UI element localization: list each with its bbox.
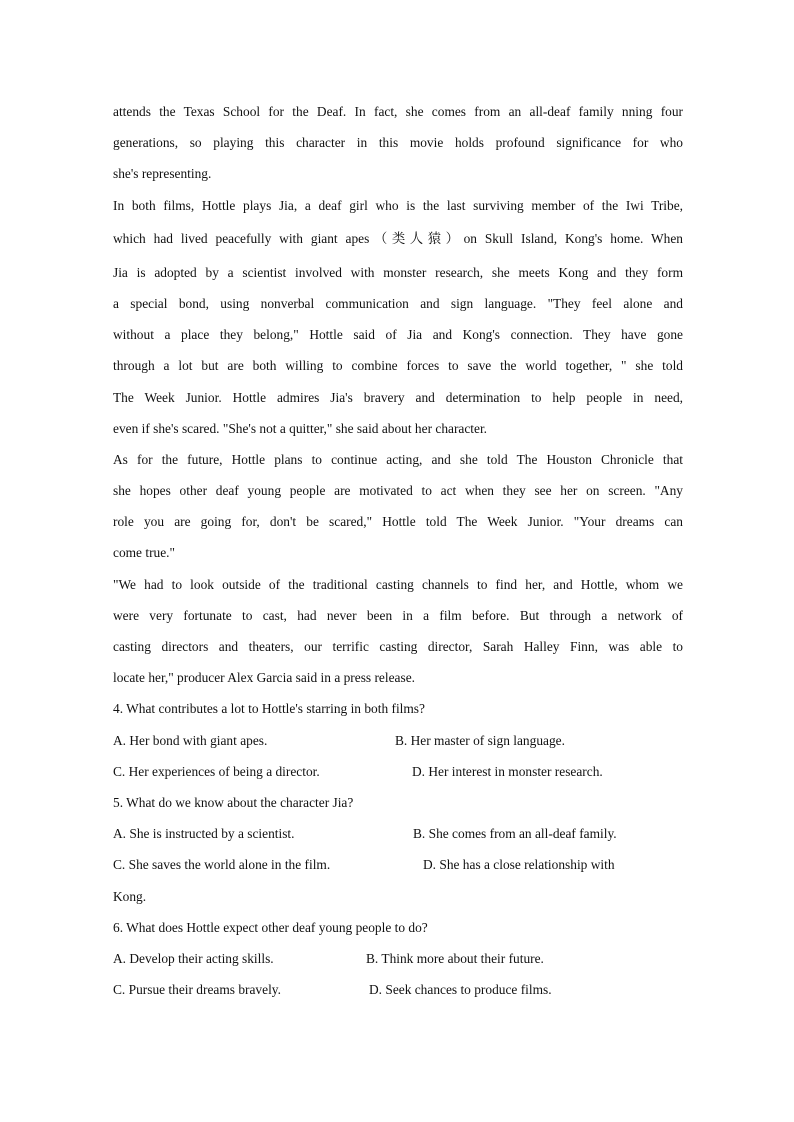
option-a[interactable]: A. Her bond with giant apes. <box>113 732 268 748</box>
text-line: a special bond, using nonverbal communication and sign language. "They feel alone and <box>113 295 683 311</box>
question-4 <box>113 693 683 787</box>
option-row <box>113 818 683 849</box>
option-row <box>113 943 683 974</box>
text-line: role you are going for, don't be scared," Hottle told The Week Junior. "Your dreams can <box>113 514 683 530</box>
exam-page <box>113 96 683 1005</box>
option-d-continued: Kong. <box>113 888 147 904</box>
question-stem: 6. What does Hottle expect other deaf young people to do? <box>113 919 428 935</box>
question-stem: 4. What contributes a lot to Hottle's starring in both films? <box>113 701 425 717</box>
text-line: through a lot but are both willing to combine forces to save the world together, " she told <box>113 358 683 374</box>
paragraph-4 <box>113 569 683 694</box>
text-line: without a place they belong," Hottle said of Jia and Kong's connection. They have gone <box>113 327 683 343</box>
text-line: locate her," producer Alex Garcia said in a press release. <box>113 670 415 686</box>
question-stem: 5. What do we know about the character Jia? <box>113 794 354 810</box>
option-a[interactable]: A. Develop their acting skills. <box>113 950 274 966</box>
option-a[interactable]: A. She is instructed by a scientist. <box>113 826 295 842</box>
text-line: "We had to look outside of the traditional casting channels to find her, and Hottle, whom we <box>113 576 683 592</box>
text-line: even if she's scared. "She's not a quitter," she said about her character. <box>113 420 488 436</box>
question-5 <box>113 787 683 912</box>
option-d[interactable]: D. She has a close relationship with <box>423 857 615 873</box>
question-6 <box>113 912 683 1006</box>
option-c[interactable]: C. Her experiences of being a director. <box>113 763 320 779</box>
option-row <box>113 849 683 880</box>
text-line: she hopes other deaf young people are motivated to act when they see her on screen. "Any <box>113 483 683 499</box>
text-line: casting directors and theaters, our terrific casting director, Sarah Halley Finn, was able to <box>113 639 683 654</box>
text-line: she's representing. <box>113 166 212 182</box>
text-line: In both films, Hottle plays Jia, a deaf girl who is the last surviving member of the Iwi Tribe, <box>113 197 683 213</box>
option-c[interactable]: C. She saves the world alone in the film. <box>113 857 331 873</box>
option-row <box>113 756 683 787</box>
text-line: were very fortunate to cast, had never been in a film before. But through a network of <box>113 607 683 623</box>
paragraph-2 <box>113 190 683 444</box>
option-row <box>113 725 683 756</box>
option-row <box>113 974 683 1005</box>
option-b[interactable]: B. She comes from an all-deaf family. <box>413 826 617 842</box>
text-line: The Week Junior. Hottle admires Jia's bravery and determination to help people in need, <box>113 389 683 405</box>
option-d[interactable]: D. Her interest in monster research. <box>412 763 603 779</box>
text-line: As for the future, Hottle plans to continue acting, and she told The Houston Chronicle that <box>113 451 683 467</box>
option-b[interactable]: B. Think more about their future. <box>366 950 544 966</box>
option-d[interactable]: D. Seek chances to produce films. <box>369 982 552 998</box>
text-line: attends the Texas School for the Deaf. In fact, she comes from an all-deaf family nning four <box>113 104 683 119</box>
text-line: come true." <box>113 545 175 561</box>
paragraph-3 <box>113 444 683 569</box>
option-c[interactable]: C. Pursue their dreams bravely. <box>113 982 281 998</box>
text-line: Jia is adopted by a scientist involved with monster research, she meets Kong and they form <box>113 264 683 280</box>
text-line: which had lived peacefully with giant apes（类人猿）on Skull Island, Kong's home. When <box>113 230 683 246</box>
text-line: generations, so playing this character in this movie holds profound significance for who <box>113 135 683 151</box>
option-b[interactable]: B. Her master of sign language. <box>395 732 565 748</box>
paragraph-1 <box>113 96 683 190</box>
